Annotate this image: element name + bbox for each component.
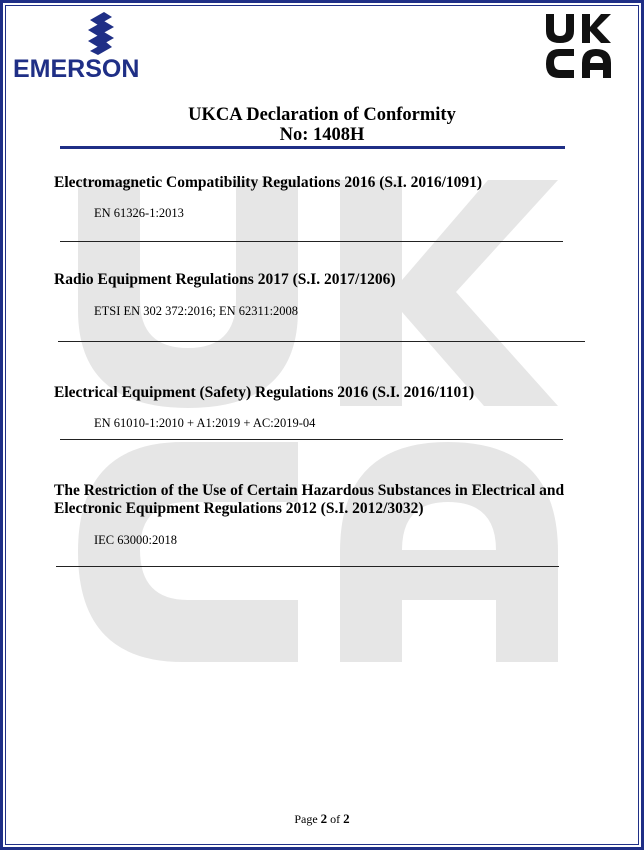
- section-divider: [60, 241, 563, 242]
- ukca-mark-icon: [546, 14, 612, 78]
- section-standards-rohs: IEC 63000:2018: [94, 533, 177, 547]
- document-title: UKCA Declaration of Conformity: [188, 105, 456, 125]
- section-standards-safety: EN 61010-1:2010 + A1:2019 + AC:2019-04: [94, 416, 316, 430]
- section-heading-rohs-line1: The Restriction of the Use of Certain Hazardous Substances in Electrical and: [54, 482, 565, 499]
- section-standards-emc: EN 61326-1:2013: [94, 206, 184, 220]
- section-heading-emc: Electromagnetic Compatibility Regulations 2016 (S.I. 2016/1091): [54, 174, 483, 191]
- footer-of-word: of: [330, 812, 341, 826]
- section-heading-safety: Electrical Equipment (Safety) Regulations 2016 (S.I. 2016/1101): [54, 384, 475, 401]
- section-divider: [56, 566, 559, 567]
- section-divider: [60, 439, 563, 440]
- footer-page-word: Page: [294, 812, 318, 826]
- section-divider: [58, 341, 585, 342]
- section-standards-radio: ETSI EN 302 372:2016; EN 62311:2008: [94, 304, 299, 318]
- section-heading-radio: Radio Equipment Regulations 2017 (S.I. 2017/1206): [54, 271, 396, 288]
- section-heading-rohs-line2: Electronic Equipment Regulations 2012 (S.I. 2012/3032): [54, 500, 424, 517]
- title-divider: [60, 146, 565, 149]
- emerson-logo-wordmark: EMERSON: [13, 55, 140, 82]
- footer-page-total: 2: [343, 811, 350, 826]
- footer-page-number: 2: [320, 811, 328, 826]
- emerson-logo-icon: [88, 12, 114, 55]
- page-footer: [0, 811, 644, 827]
- declaration-number: No: 1408H: [279, 125, 365, 145]
- emerson-logo: [12, 10, 177, 82]
